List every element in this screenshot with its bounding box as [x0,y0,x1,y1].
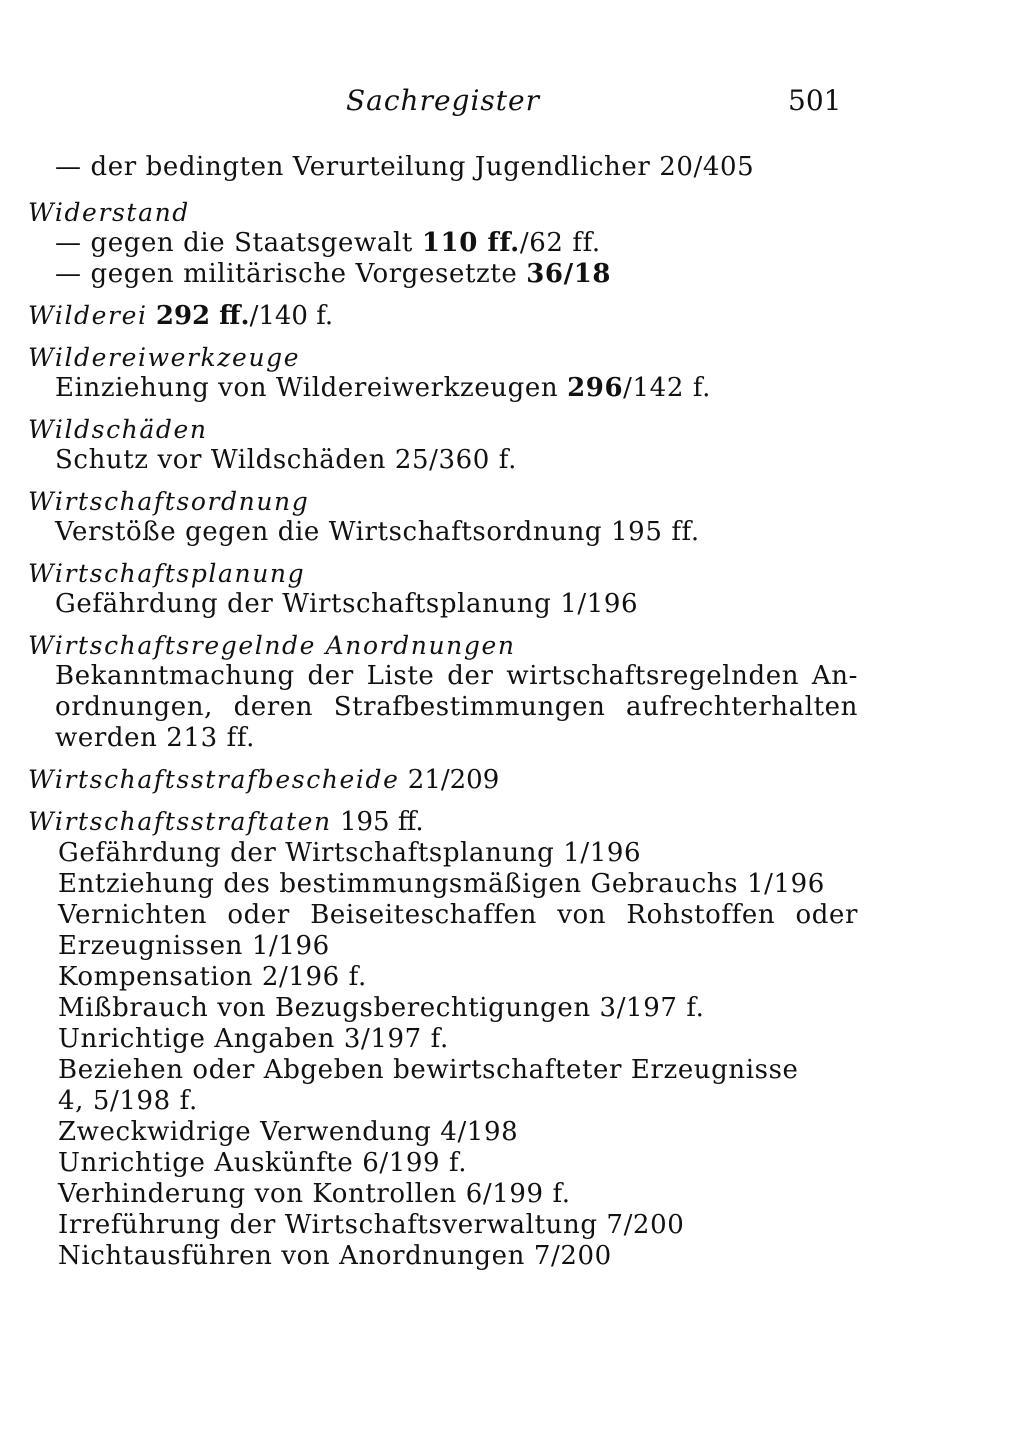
reference: /142 f. [623,373,711,403]
entry-heading: Wildereiwerkzeuge [28,343,301,372]
entry-heading: Wirtschaftsstraftaten [28,807,332,836]
entry-heading: Wildschäden [28,415,208,444]
entry-heading: Wirtschaftsplanung [28,559,306,588]
subentry-line: Verhinderung von Kontrollen 6/199 f. [58,1179,571,1209]
subentry-line: Bekanntmachung der Liste der wirtschaftsregelnden An- [55,661,858,691]
index-entry [28,764,858,796]
entry-heading-line [28,300,858,332]
subentry-line: Unrichtige Auskünfte 6/199 f. [58,1148,468,1178]
subentry-line: Gefährdung der Wirtschaftsplanung 1/196 [58,838,642,868]
subentry-line: werden 213 ff. [55,723,255,753]
index-entry [28,300,858,332]
reference: /140 f. [249,301,334,331]
subentry-line: Unrichtige Angaben 3/197 f. [58,1024,449,1054]
subentry-line: Kompensation 2/196 f. [58,962,367,992]
entry-heading: Wirtschaftsstrafbescheide [28,765,400,794]
subentry-line: — der bedingten Verurteilung Jugendlicher 20/405 [55,152,755,182]
subentry-line: Erzeugnissen 1/196 [58,931,330,961]
subentry-line: Mißbrauch von Bezugsberechtigungen 3/197 f. [58,993,705,1023]
entry-heading: Wirtschaftsregelnde Anordnungen [28,631,516,660]
subentry-line: Vernichten oder Beiseiteschaffen von Rohstoffen oder [58,900,858,930]
bold-reference: 296 [567,373,624,403]
reference: /62 ff. [519,228,601,258]
index-entry [28,342,858,404]
entry-heading: Widerstand [28,198,190,227]
bold-reference: 110 ff. [421,228,520,258]
entry-heading: Wirtschaftsordnung [28,487,310,516]
reference: 21/209 [407,765,500,795]
index-entry [28,630,858,754]
subentry-text: — gegen militärische Vorgesetzte [55,259,527,289]
subentry-line: Verstöße gegen die Wirtschaftsordnung 195 ff. [55,517,700,547]
index-entry [28,414,858,476]
subentry-line: Gefährdung der Wirtschaftsplanung 1/196 [55,589,639,619]
bold-reference: 36/18 [526,259,612,289]
running-title: Sachregister [346,84,540,117]
subentry-line: Schutz vor Wildschäden 25/360 f. [55,445,517,475]
subentry-line: ordnungen, deren Strafbestimmungen aufrechterhalten [55,692,858,722]
index-entry [28,197,858,290]
subentry-line: Beziehen oder Abgeben bewirtschafteter Erzeugnisse [58,1055,799,1085]
subentry-line [28,373,858,404]
reference: 195 ff. [339,807,424,837]
subentry-line: Nichtausführen von Anordnungen 7/200 [58,1241,612,1271]
index-entry [28,806,858,1272]
entry-heading: Wilderei [28,301,148,330]
entry-heading-line [28,764,858,796]
subentry-text: — gegen die Staatsgewalt [55,228,422,258]
page-number: 501 [788,84,842,117]
entry-heading-line [28,806,858,838]
index-entries [28,152,858,1282]
subentry-line: Zweckwidrige Verwendung 4/198 [58,1117,519,1147]
subentry-line: Entziehung des bestimmungsmäßigen Gebrauchs 1/196 [58,869,825,899]
index-entry [28,152,858,183]
subentry-line [28,259,858,290]
subentry-text: Einziehung von Wildereiwerkzeugen [55,373,568,403]
subentry-line [28,228,858,259]
index-entry [28,558,858,620]
subentry-line: Irreführung der Wirtschaftsverwaltung 7/200 [58,1210,685,1240]
running-head [0,84,1024,124]
subentry-line: 4, 5/198 f. [58,1086,198,1116]
bold-reference: 292 ff. [155,301,250,331]
index-entry [28,486,858,548]
